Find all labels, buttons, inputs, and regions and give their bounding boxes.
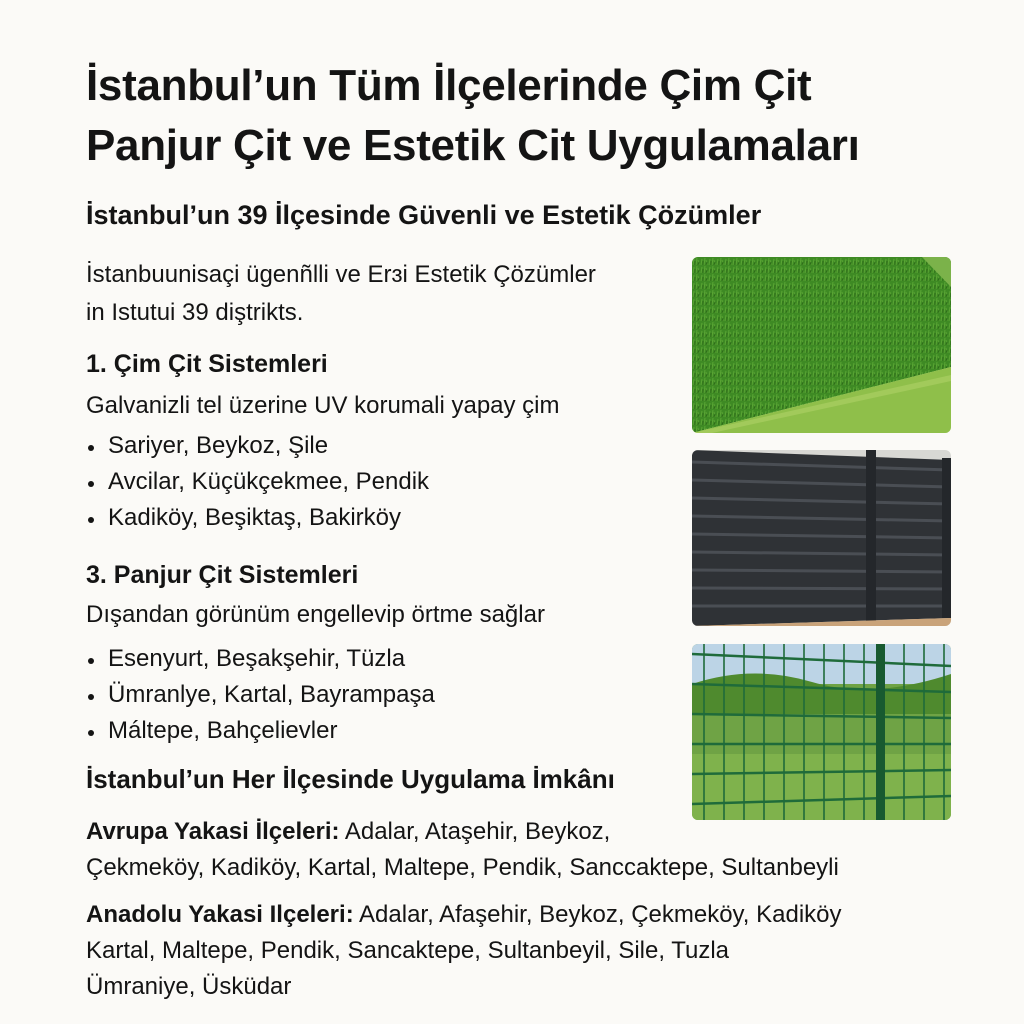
page-title-line-1: İstanbul’un Tüm İlçelerinde Çim Çit bbox=[86, 61, 812, 110]
section-louver-list bbox=[86, 641, 435, 749]
grass-hedge-fence-photo bbox=[692, 257, 951, 433]
list-item: Ümranlye, Kartal, Bayrampaşa bbox=[86, 677, 435, 713]
intro-line-2: in Istutui 39 diştrikts. bbox=[86, 299, 304, 326]
section-grass-heading: 1. Çim Çit Sistemleri bbox=[86, 350, 328, 378]
europe-districts-line-2: Çekmeköy, Kadiköy, Kartal, Maltepe, Pendik, Sanccaktepe, Sultanbeyli bbox=[86, 854, 839, 881]
list-item: Esenyurt, Beşakşehir, Tüzla bbox=[86, 641, 435, 677]
section-grass-description: Galvanizli tel üzerine UV korumali yapay çim bbox=[86, 392, 560, 419]
anatolia-districts-line-1: Adalar, Afaşehir, Beykoz, Çekmeköy, Kadiköy bbox=[359, 901, 842, 928]
intro-text bbox=[86, 256, 686, 332]
wire-mesh-fence-photo bbox=[692, 644, 951, 820]
section-grass-list bbox=[86, 428, 429, 536]
europe-label: Avrupa Yakasi İlçeleri: bbox=[86, 818, 340, 845]
page-title-line-2: Panjur Çit ve Estetik Cit Uygulamaları bbox=[86, 121, 860, 170]
anatolia-label: Anadolu Yakasi Ilçeleri: bbox=[86, 901, 354, 928]
list-item: Máltepe, Bahçelievler bbox=[86, 713, 435, 749]
louver-fence-photo bbox=[692, 450, 951, 626]
anatolia-districts-line-2: Kartal, Maltepe, Pendik, Sancaktepe, Sultanbeyil, Sile, Tuzla bbox=[86, 937, 730, 964]
europe-districts-line-1: Adalar, Ataşehir, Beykoz, bbox=[344, 818, 611, 845]
list-item: Sariyer, Beykoz, Şile bbox=[86, 428, 429, 464]
intro-line-1: İstanbuunisaçi ügenñlli ve Erɜi Estetik Çözümler bbox=[86, 261, 596, 288]
europe-districts bbox=[86, 814, 966, 886]
section-louver-description: Dışandan görünüm engellevip örtme sağlar bbox=[86, 601, 545, 628]
anatolia-districts-line-3: Ümraniye, Üsküdar bbox=[86, 973, 292, 1000]
list-item: Kadiköy, Beşiktaş, Bakirköy bbox=[86, 500, 429, 536]
page-title bbox=[86, 56, 986, 176]
section-louver-heading: 3. Panjur Çit Sistemleri bbox=[86, 561, 359, 589]
anatolia-line-1 bbox=[86, 897, 966, 933]
page-subtitle: İstanbul’un 39 İlçesinde Güvenli ve Estetik Çözümler bbox=[86, 200, 762, 230]
regions-heading: İstanbul’un Her İlçesinde Uygulama İmkânı bbox=[86, 764, 615, 794]
anatolia-districts bbox=[86, 897, 966, 1005]
list-item: Avcilar, Küçükçekmee, Pendik bbox=[86, 464, 429, 500]
